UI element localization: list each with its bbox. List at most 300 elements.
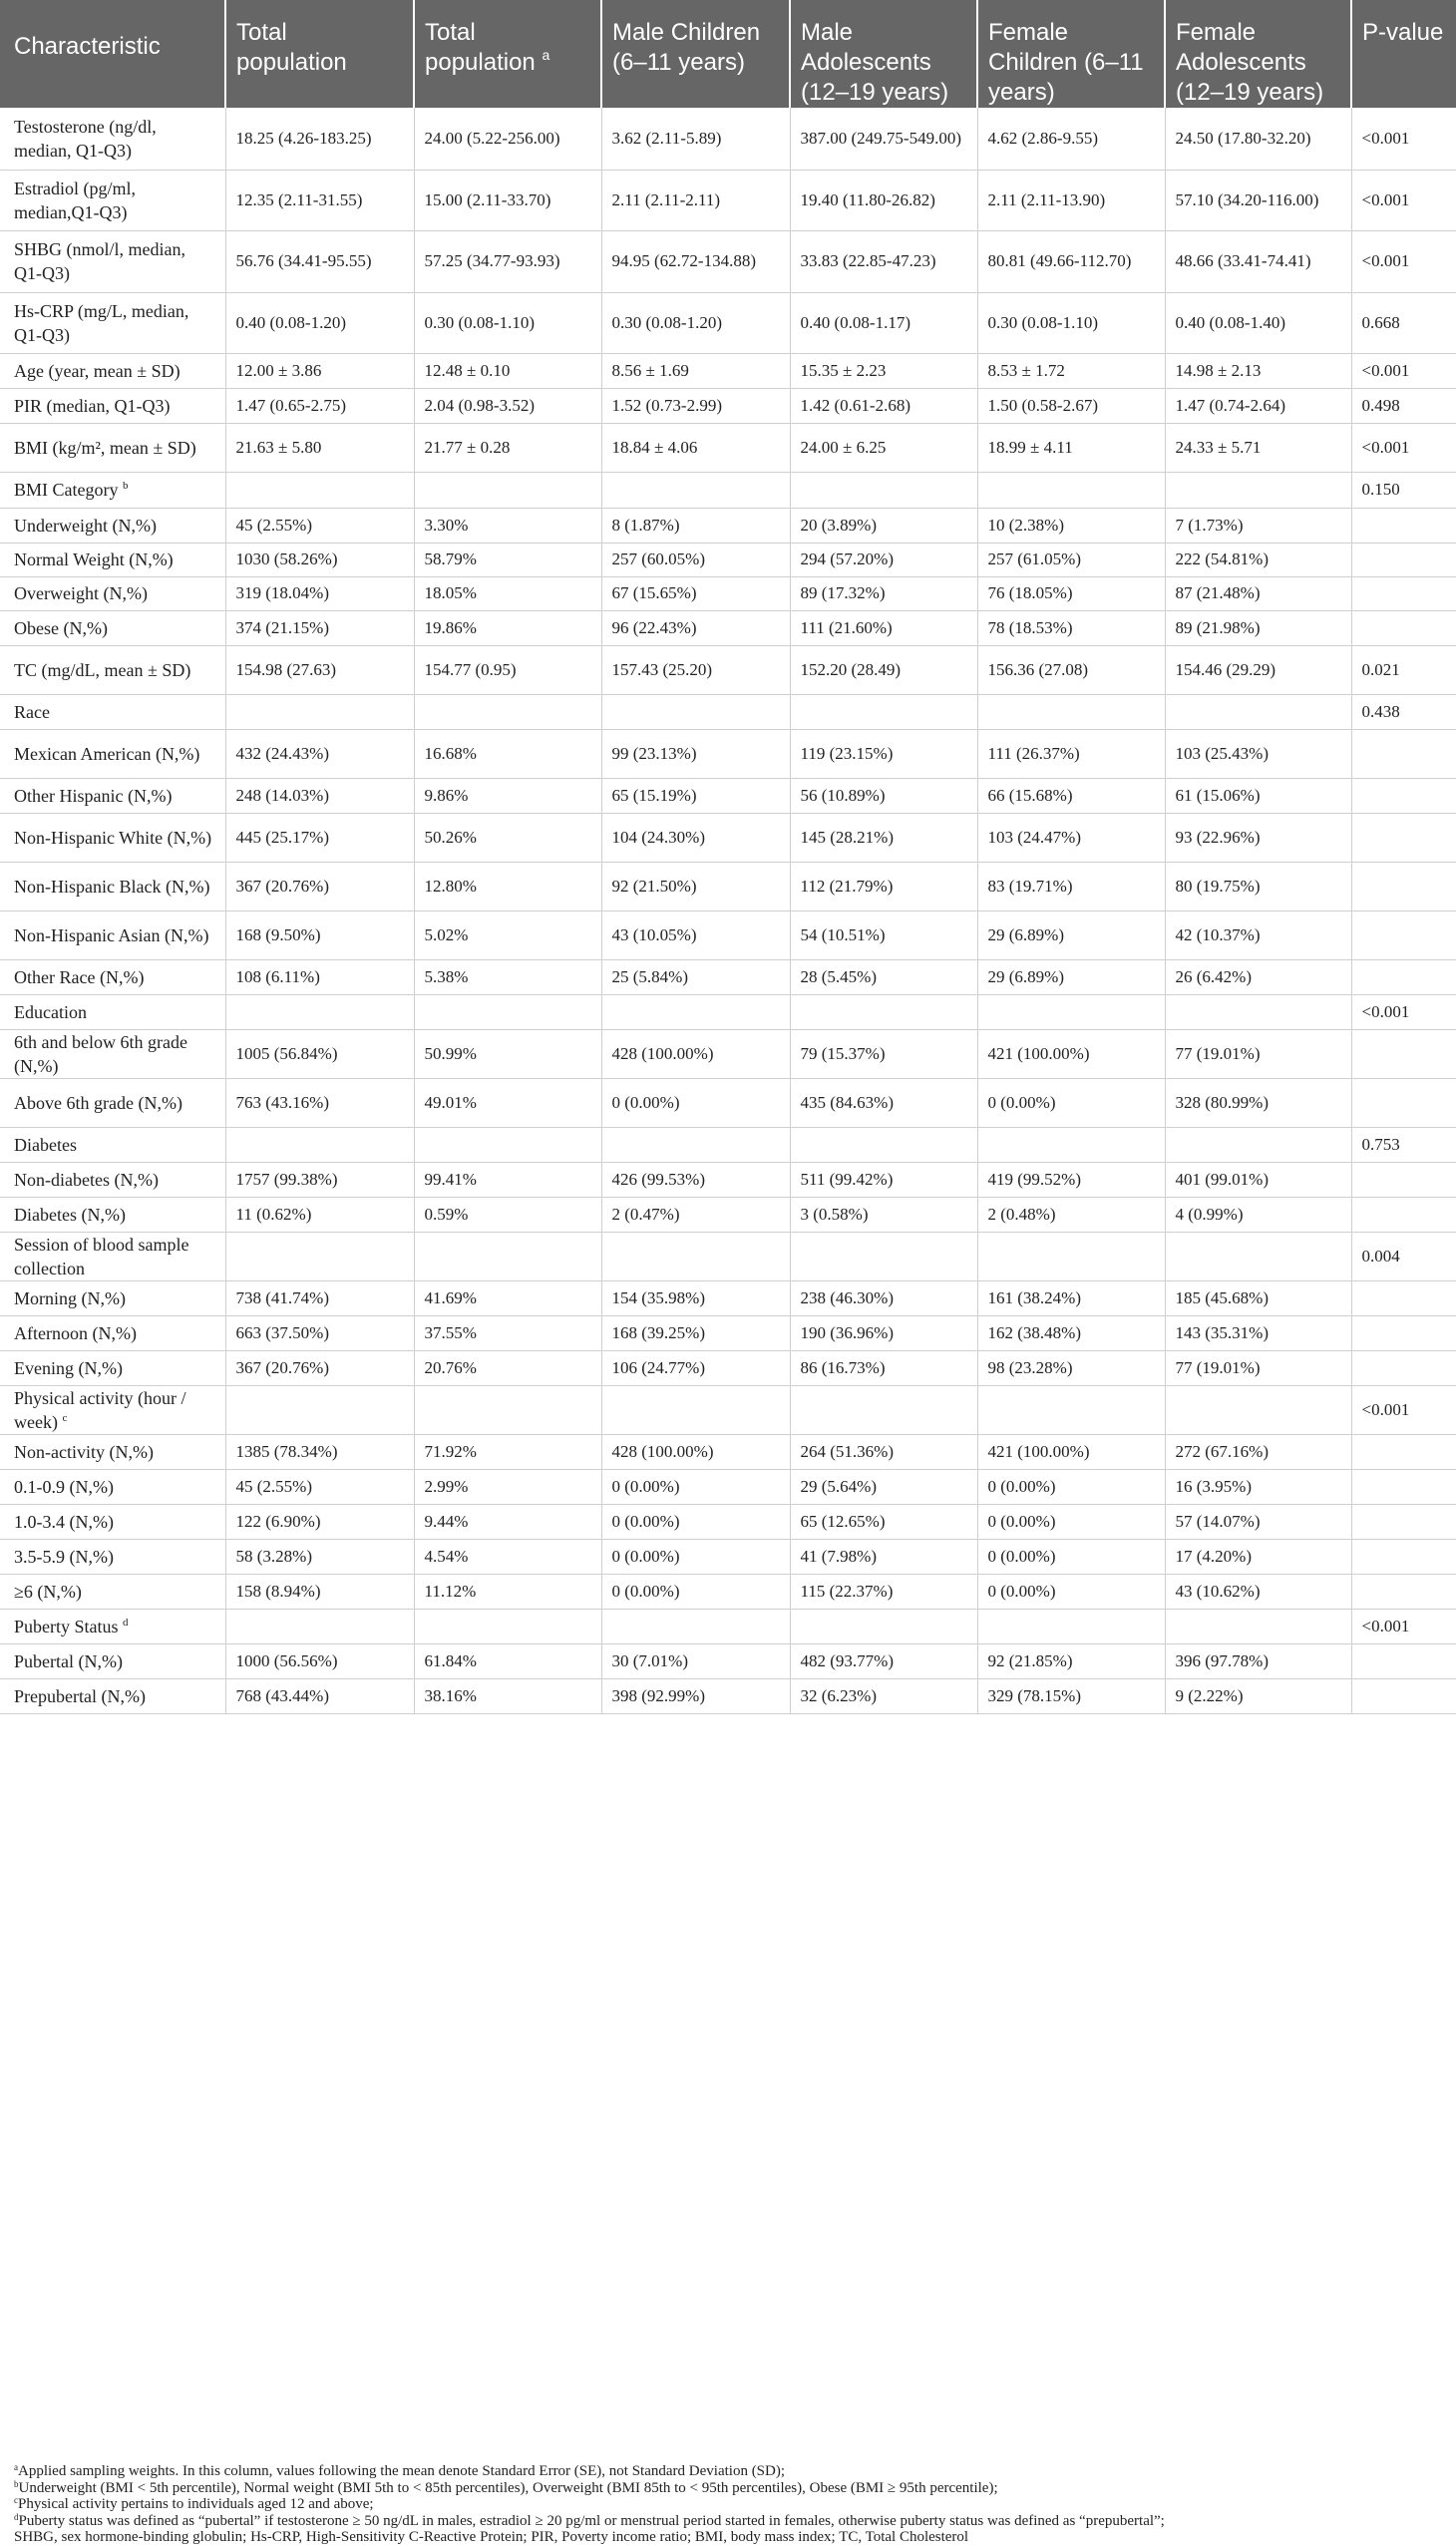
p-value-cell: <0.001: [1351, 423, 1456, 472]
p-value-cell: <0.001: [1351, 170, 1456, 230]
p-value-cell: [1351, 1643, 1456, 1678]
row-label: 0.1-0.9 (N,%): [14, 1476, 114, 1497]
table-cell: 222 (54.81%): [1165, 543, 1351, 576]
table-cell: [225, 1609, 414, 1643]
table-cell: 106 (24.77%): [601, 1350, 790, 1385]
table-cell: 511 (99.42%): [790, 1162, 977, 1197]
p-value-cell: <0.001: [1351, 108, 1456, 170]
table-cell: 19.40 (11.80-26.82): [790, 170, 977, 230]
table-cell: [977, 1127, 1165, 1162]
p-value-cell: [1351, 543, 1456, 576]
table-cell: 329 (78.15%): [977, 1678, 1165, 1713]
row-label: BMI Category: [14, 480, 119, 500]
table-cell: [225, 994, 414, 1029]
row-label-cell: [0, 1280, 225, 1315]
row-label: 3.5-5.9 (N,%): [14, 1546, 114, 1567]
table-cell: 8.56 ± 1.69: [601, 353, 790, 388]
row-label-cell: [0, 1127, 225, 1162]
table-cell: 0 (0.00%): [977, 1504, 1165, 1539]
row-label: Underweight (N,%): [14, 515, 157, 536]
footnotes: [14, 2463, 1450, 2546]
row-label-cell: [0, 472, 225, 508]
table-cell: 43 (10.62%): [1165, 1574, 1351, 1609]
table-cell: 0 (0.00%): [601, 1539, 790, 1574]
p-value-cell: <0.001: [1351, 230, 1456, 292]
table-cell: [790, 1385, 977, 1434]
table-row: [0, 1678, 1456, 1713]
footnote-text: Puberty status was defined as “pubertal” if testosterone ≥ 50 ng/dL in males, estradiol ≥ 20 pg/ml or menstrual period started in females, otherwise puberty status was defined as “prepubertal”;: [18, 2512, 1165, 2529]
row-label: Age (year, mean ± SD): [14, 360, 181, 381]
table-cell: 71.92%: [414, 1434, 601, 1469]
table-cell: 143 (35.31%): [1165, 1315, 1351, 1350]
row-label-cell: [0, 1574, 225, 1609]
row-label-cell: [0, 353, 225, 388]
table-cell: [225, 1127, 414, 1162]
table-cell: [1165, 1609, 1351, 1643]
table-cell: 12.48 ± 0.10: [414, 353, 601, 388]
table-cell: 1.50 (0.58-2.67): [977, 388, 1165, 423]
row-label: Normal Weight (N,%): [14, 549, 174, 569]
table-cell: 30 (7.01%): [601, 1643, 790, 1678]
table-cell: 26 (6.42%): [1165, 959, 1351, 994]
table-cell: 24.33 ± 5.71: [1165, 423, 1351, 472]
table-cell: 19.86%: [414, 610, 601, 645]
table-cell: 4 (0.99%): [1165, 1197, 1351, 1232]
column-header-text: Female Adolescents (12–19 years): [1176, 19, 1324, 106]
p-value-cell: [1351, 1315, 1456, 1350]
column-header: [601, 0, 790, 108]
table-cell: 45 (2.55%): [225, 1469, 414, 1504]
table-cell: [414, 1385, 601, 1434]
table-cell: 445 (25.17%): [225, 813, 414, 862]
table-cell: 29 (5.64%): [790, 1469, 977, 1504]
table-cell: [790, 1127, 977, 1162]
table-cell: 328 (80.99%): [1165, 1078, 1351, 1127]
p-value-cell: 0.498: [1351, 388, 1456, 423]
table-cell: 0.40 (0.08-1.20): [225, 292, 414, 353]
p-value-cell: <0.001: [1351, 994, 1456, 1029]
table-cell: 152.20 (28.49): [790, 645, 977, 694]
p-value-cell: [1351, 959, 1456, 994]
footnote-marker: d: [123, 1616, 129, 1629]
table-cell: 80.81 (49.66-112.70): [977, 230, 1165, 292]
table-cell: 87 (21.48%): [1165, 576, 1351, 610]
column-header-text: Male Adolescents (12–19 years): [801, 19, 949, 106]
row-label: Non-Hispanic White (N,%): [14, 827, 212, 848]
p-value-cell: [1351, 1574, 1456, 1609]
row-label: Evening (N,%): [14, 1357, 123, 1378]
table-cell: 18.99 ± 4.11: [977, 423, 1165, 472]
table-row: [0, 694, 1456, 729]
table-cell: [225, 472, 414, 508]
table-cell: [601, 1232, 790, 1280]
footnote-marker: a: [542, 47, 550, 63]
table-cell: 161 (38.24%): [977, 1280, 1165, 1315]
row-label: Puberty Status: [14, 1616, 119, 1637]
table-cell: 1757 (99.38%): [225, 1162, 414, 1197]
row-label: Afternoon (N,%): [14, 1322, 137, 1343]
table-cell: 2.11 (2.11-13.90): [977, 170, 1165, 230]
table-row: [0, 472, 1456, 508]
footnote-text: SHBG, sex hormone-binding globulin; Hs-CRP, High-Sensitivity C-Reactive Protein; PIR, Poverty income ratio; BMI, body mass index; TC, Total Cholesterol: [14, 2529, 969, 2545]
table-cell: [1165, 694, 1351, 729]
table-cell: [225, 694, 414, 729]
table-cell: 57.25 (34.77-93.93): [414, 230, 601, 292]
table-cell: 162 (38.48%): [977, 1315, 1165, 1350]
footnote-marker: a: [14, 2462, 18, 2472]
p-value-cell: [1351, 1539, 1456, 1574]
table-cell: 25 (5.84%): [601, 959, 790, 994]
table-cell: 18.84 ± 4.06: [601, 423, 790, 472]
table-row: [0, 645, 1456, 694]
table-cell: 0 (0.00%): [977, 1539, 1165, 1574]
p-value-cell: [1351, 1350, 1456, 1385]
table-cell: 367 (20.76%): [225, 1350, 414, 1385]
table-cell: 9.44%: [414, 1504, 601, 1539]
table-cell: [790, 1232, 977, 1280]
table-row: [0, 108, 1456, 170]
table-cell: 92 (21.85%): [977, 1643, 1165, 1678]
table-cell: 16 (3.95%): [1165, 1469, 1351, 1504]
row-label-cell: [0, 1162, 225, 1197]
row-label-cell: [0, 1434, 225, 1469]
table-cell: 8.53 ± 1.72: [977, 353, 1165, 388]
footnote-marker: c: [14, 2495, 18, 2505]
row-label: Above 6th grade (N,%): [14, 1092, 182, 1113]
table-cell: 482 (93.77%): [790, 1643, 977, 1678]
table-row: [0, 1385, 1456, 1434]
table-cell: [225, 1232, 414, 1280]
table-cell: 12.35 (2.11-31.55): [225, 170, 414, 230]
table-row: [0, 1029, 1456, 1078]
table-cell: 2.04 (0.98-3.52): [414, 388, 601, 423]
table-cell: [414, 1609, 601, 1643]
table-cell: 154 (35.98%): [601, 1280, 790, 1315]
table-cell: 111 (26.37%): [977, 729, 1165, 778]
table-cell: 83 (19.71%): [977, 862, 1165, 910]
table-cell: 66 (15.68%): [977, 778, 1165, 813]
table-cell: 115 (22.37%): [790, 1574, 977, 1609]
table-cell: 54 (10.51%): [790, 910, 977, 959]
row-label: PIR (median, Q1-Q3): [14, 395, 171, 416]
table-cell: 78 (18.53%): [977, 610, 1165, 645]
table-cell: [1165, 1385, 1351, 1434]
footnote-text: Physical activity pertains to individuals aged 12 and above;: [18, 2496, 374, 2512]
p-value-cell: 0.021: [1351, 645, 1456, 694]
row-label-cell: [0, 1078, 225, 1127]
p-value-cell: 0.150: [1351, 472, 1456, 508]
table-cell: 158 (8.94%): [225, 1574, 414, 1609]
table-cell: 50.26%: [414, 813, 601, 862]
table-cell: 11.12%: [414, 1574, 601, 1609]
p-value-cell: [1351, 862, 1456, 910]
table-cell: [977, 1232, 1165, 1280]
table-cell: 0 (0.00%): [977, 1469, 1165, 1504]
table-cell: [601, 1127, 790, 1162]
table-cell: 122 (6.90%): [225, 1504, 414, 1539]
table-cell: 763 (43.16%): [225, 1078, 414, 1127]
table-row: [0, 1574, 1456, 1609]
row-label-cell: [0, 576, 225, 610]
row-label: Hs-CRP (mg/L, median, Q1-Q3): [14, 300, 189, 345]
table-cell: 15.00 (2.11-33.70): [414, 170, 601, 230]
column-header: [1165, 0, 1351, 108]
table-cell: 111 (21.60%): [790, 610, 977, 645]
column-header: [0, 0, 225, 108]
table-cell: 4.62 (2.86-9.55): [977, 108, 1165, 170]
p-value-cell: [1351, 1678, 1456, 1713]
table-cell: 0.30 (0.08-1.10): [977, 292, 1165, 353]
table-cell: 94.95 (62.72-134.88): [601, 230, 790, 292]
table-cell: 28 (5.45%): [790, 959, 977, 994]
table-cell: 294 (57.20%): [790, 543, 977, 576]
p-value-cell: [1351, 910, 1456, 959]
p-value-cell: [1351, 1504, 1456, 1539]
table-cell: 17 (4.20%): [1165, 1539, 1351, 1574]
table-cell: 257 (60.05%): [601, 543, 790, 576]
table-cell: 77 (19.01%): [1165, 1350, 1351, 1385]
footnote-marker: b: [122, 480, 129, 492]
table-cell: 104 (24.30%): [601, 813, 790, 862]
table-cell: 0 (0.00%): [601, 1504, 790, 1539]
table-cell: 56 (10.89%): [790, 778, 977, 813]
table-row: [0, 959, 1456, 994]
p-value-cell: <0.001: [1351, 353, 1456, 388]
table-row: [0, 1280, 1456, 1315]
table-cell: [790, 472, 977, 508]
table-cell: [1165, 994, 1351, 1029]
table-cell: 57 (14.07%): [1165, 1504, 1351, 1539]
table-cell: 77 (19.01%): [1165, 1029, 1351, 1078]
table-cell: 1.52 (0.73-2.99): [601, 388, 790, 423]
table-cell: 29 (6.89%): [977, 959, 1165, 994]
row-label: Non-diabetes (N,%): [14, 1169, 159, 1190]
table-cell: [601, 694, 790, 729]
row-label-cell: [0, 388, 225, 423]
p-value-cell: [1351, 508, 1456, 543]
table-cell: 319 (18.04%): [225, 576, 414, 610]
footnote-text: Applied sampling weights. In this column, values following the mean denote Standard Error (SE), not Standard Deviation (SD);: [18, 2463, 786, 2479]
table-cell: 65 (12.65%): [790, 1504, 977, 1539]
table-cell: 76 (18.05%): [977, 576, 1165, 610]
row-label: Non-activity (N,%): [14, 1441, 154, 1462]
table-cell: 58 (3.28%): [225, 1539, 414, 1574]
table-cell: 50.99%: [414, 1029, 601, 1078]
row-label-cell: [0, 778, 225, 813]
table-row: [0, 1469, 1456, 1504]
table-cell: 5.38%: [414, 959, 601, 994]
row-label: 6th and below 6th grade (N,%): [14, 1031, 187, 1076]
table-cell: 32 (6.23%): [790, 1678, 977, 1713]
table-cell: 11 (0.62%): [225, 1197, 414, 1232]
table-cell: 57.10 (34.20-116.00): [1165, 170, 1351, 230]
table-header: [0, 0, 1456, 108]
row-label: Prepubertal (N,%): [14, 1685, 146, 1706]
row-label-cell: [0, 1504, 225, 1539]
table-cell: 1000 (56.56%): [225, 1643, 414, 1678]
table-cell: 8 (1.87%): [601, 508, 790, 543]
table-cell: 185 (45.68%): [1165, 1280, 1351, 1315]
table-cell: 96 (22.43%): [601, 610, 790, 645]
table-cell: [414, 1232, 601, 1280]
table-cell: 103 (25.43%): [1165, 729, 1351, 778]
table-cell: 3.62 (2.11-5.89): [601, 108, 790, 170]
footnote-marker: d: [14, 2511, 19, 2522]
table-cell: 80 (19.75%): [1165, 862, 1351, 910]
table-cell: 86 (16.73%): [790, 1350, 977, 1385]
table-cell: 119 (23.15%): [790, 729, 977, 778]
table-cell: 768 (43.44%): [225, 1678, 414, 1713]
table-cell: [414, 694, 601, 729]
table-cell: [1165, 1127, 1351, 1162]
row-label-cell: [0, 1469, 225, 1504]
row-label: Morning (N,%): [14, 1287, 126, 1308]
table-cell: 387.00 (249.75-549.00): [790, 108, 977, 170]
table-cell: 0 (0.00%): [601, 1574, 790, 1609]
table-cell: 0 (0.00%): [601, 1078, 790, 1127]
table-cell: 421 (100.00%): [977, 1434, 1165, 1469]
row-label-cell: [0, 508, 225, 543]
table-cell: [977, 1609, 1165, 1643]
footnote-text: Underweight (BMI < 5th percentile), Normal weight (BMI 5th to < 85th percentiles), Overweight (BMI 85th to < 95th percentiles), Obese (BMI ≥ 95th percentile);: [18, 2479, 998, 2496]
table-cell: 0.30 (0.08-1.20): [601, 292, 790, 353]
table-cell: 14.98 ± 2.13: [1165, 353, 1351, 388]
p-value-cell: [1351, 1434, 1456, 1469]
row-label-cell: [0, 994, 225, 1029]
table-row: [0, 353, 1456, 388]
table-row: [0, 1127, 1456, 1162]
row-label-cell: [0, 423, 225, 472]
table-cell: 3 (0.58%): [790, 1197, 977, 1232]
table-cell: 21.77 ± 0.28: [414, 423, 601, 472]
table-cell: 9 (2.22%): [1165, 1678, 1351, 1713]
p-value-cell: [1351, 1029, 1456, 1078]
table-cell: 1030 (58.26%): [225, 543, 414, 576]
row-label-cell: [0, 910, 225, 959]
table-cell: [790, 994, 977, 1029]
row-label: Education: [14, 1001, 87, 1022]
table-row: [0, 1162, 1456, 1197]
table-cell: 0 (0.00%): [977, 1574, 1165, 1609]
row-label: Testosterone (ng/dl, median, Q1-Q3): [14, 116, 157, 161]
footnote: [14, 2513, 1450, 2530]
column-header: [414, 0, 601, 108]
table-cell: 367 (20.76%): [225, 862, 414, 910]
row-label-cell: [0, 292, 225, 353]
table-cell: 0.40 (0.08-1.40): [1165, 292, 1351, 353]
table-cell: 2 (0.48%): [977, 1197, 1165, 1232]
p-value-cell: <0.001: [1351, 1609, 1456, 1643]
table-row: [0, 610, 1456, 645]
p-value-cell: <0.001: [1351, 1385, 1456, 1434]
table-cell: 12.00 ± 3.86: [225, 353, 414, 388]
row-label-cell: [0, 645, 225, 694]
table-cell: 21.63 ± 5.80: [225, 423, 414, 472]
row-label: ≥6 (N,%): [14, 1581, 82, 1602]
column-header: [1351, 0, 1456, 108]
column-header-text: Characteristic: [14, 33, 161, 60]
table-row: [0, 1315, 1456, 1350]
row-label-cell: [0, 694, 225, 729]
table-row: [0, 170, 1456, 230]
table-cell: 264 (51.36%): [790, 1434, 977, 1469]
table-cell: 49.01%: [414, 1078, 601, 1127]
column-header-text: Female Children (6–11 years): [988, 19, 1144, 106]
column-header-text: Total population: [425, 19, 536, 76]
table-cell: [601, 1609, 790, 1643]
p-value-cell: 0.004: [1351, 1232, 1456, 1280]
table-cell: 41 (7.98%): [790, 1539, 977, 1574]
table-cell: 0.59%: [414, 1197, 601, 1232]
table-cell: [790, 694, 977, 729]
table-cell: 5.02%: [414, 910, 601, 959]
table-cell: 20 (3.89%): [790, 508, 977, 543]
row-label-cell: [0, 1350, 225, 1385]
row-label: Estradiol (pg/ml, median,Q1-Q3): [14, 178, 136, 222]
table-cell: 41.69%: [414, 1280, 601, 1315]
table-cell: 1385 (78.34%): [225, 1434, 414, 1469]
row-label: Other Race (N,%): [14, 966, 145, 987]
table-cell: 156.36 (27.08): [977, 645, 1165, 694]
row-label: Session of blood sample collection: [14, 1234, 189, 1278]
table-cell: 0 (0.00%): [601, 1469, 790, 1504]
row-label-cell: [0, 170, 225, 230]
table-cell: 168 (39.25%): [601, 1315, 790, 1350]
table-cell: 108 (6.11%): [225, 959, 414, 994]
table-cell: [977, 994, 1165, 1029]
p-value-cell: [1351, 813, 1456, 862]
table-cell: [977, 472, 1165, 508]
table-cell: [977, 1385, 1165, 1434]
table-cell: 428 (100.00%): [601, 1434, 790, 1469]
table-cell: 99.41%: [414, 1162, 601, 1197]
table-cell: 374 (21.15%): [225, 610, 414, 645]
row-label-cell: [0, 1029, 225, 1078]
row-label: Race: [14, 701, 50, 722]
table-row: [0, 1434, 1456, 1469]
column-header-text: P-value: [1362, 19, 1444, 46]
footnote-marker: b: [14, 2478, 19, 2489]
table-cell: 154.46 (29.29): [1165, 645, 1351, 694]
p-value-cell: 0.753: [1351, 1127, 1456, 1162]
table-cell: [601, 472, 790, 508]
table-cell: 79 (15.37%): [790, 1029, 977, 1078]
table-cell: 154.98 (27.63): [225, 645, 414, 694]
table-cell: 398 (92.99%): [601, 1678, 790, 1713]
table-cell: 435 (84.63%): [790, 1078, 977, 1127]
table-cell: 396 (97.78%): [1165, 1643, 1351, 1678]
column-header: [225, 0, 414, 108]
table-cell: 12.80%: [414, 862, 601, 910]
table-cell: [601, 994, 790, 1029]
table-cell: 1.47 (0.74-2.64): [1165, 388, 1351, 423]
table-cell: 257 (61.05%): [977, 543, 1165, 576]
table-cell: [1165, 472, 1351, 508]
table-cell: 7 (1.73%): [1165, 508, 1351, 543]
p-value-cell: [1351, 576, 1456, 610]
row-label: Non-Hispanic Black (N,%): [14, 876, 210, 897]
table-cell: [225, 1385, 414, 1434]
p-value-cell: [1351, 1280, 1456, 1315]
table-cell: 45 (2.55%): [225, 508, 414, 543]
p-value-cell: [1351, 1162, 1456, 1197]
row-label-cell: [0, 1232, 225, 1280]
row-label-cell: [0, 862, 225, 910]
table-row: [0, 1350, 1456, 1385]
row-label-cell: [0, 1609, 225, 1643]
table-row: [0, 1643, 1456, 1678]
row-label-cell: [0, 610, 225, 645]
